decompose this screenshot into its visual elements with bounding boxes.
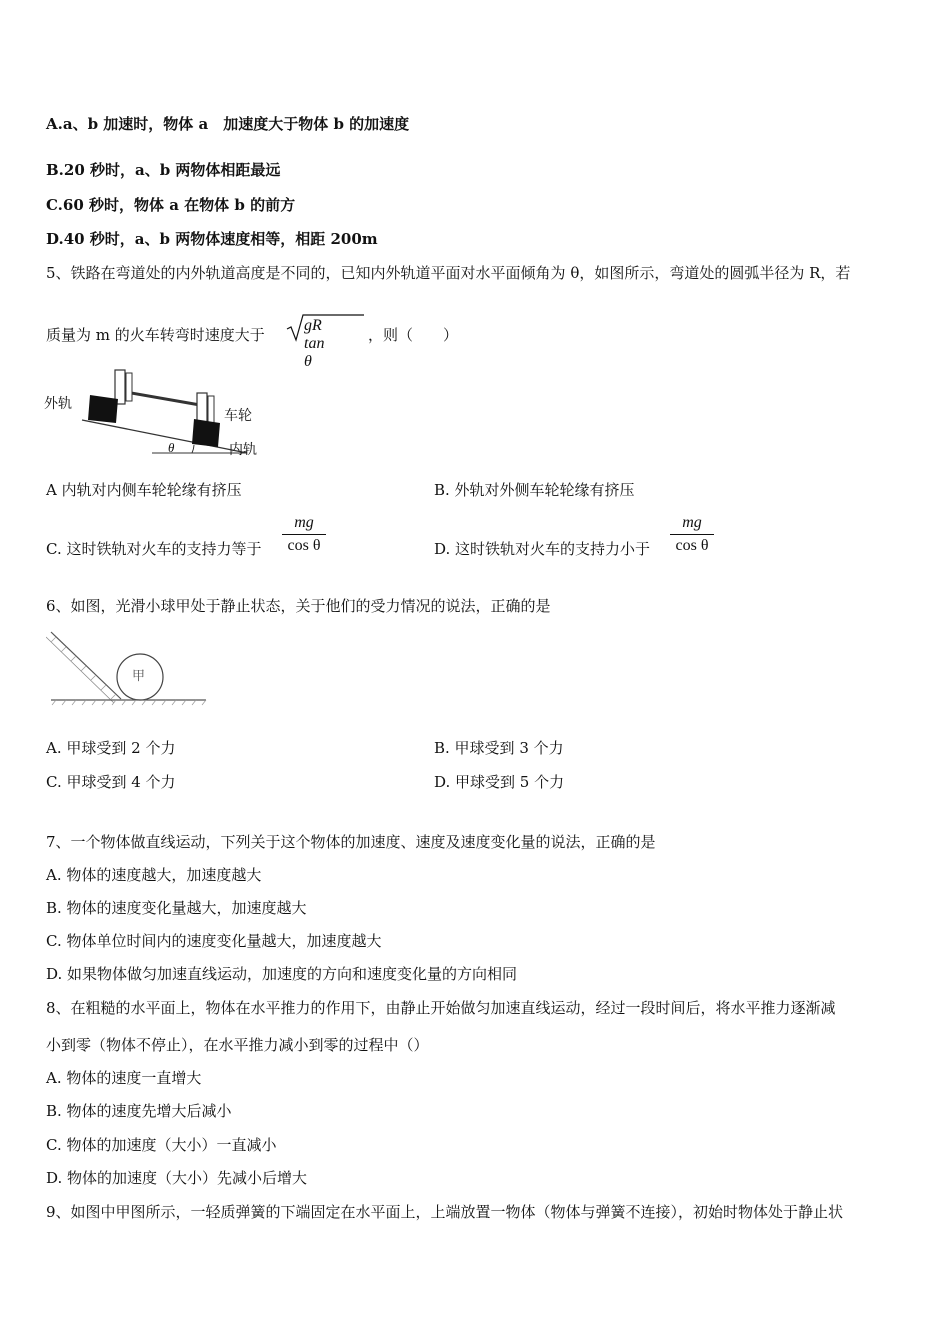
q7-option-b: B. 物体的速度变化量越大，加速度越大: [46, 899, 307, 917]
q7-stem: 7、一个物体做直线运动，下列关于这个物体的加速度、速度及速度变化量的说法，正确的是: [46, 833, 656, 851]
q6-stem: 6、如图，光滑小球甲处于静止状态，关于他们的受力情况的说法，正确的是: [46, 597, 551, 615]
fraction-bar: [670, 534, 714, 535]
q5-option-b: B. 外轨对外侧车轮轮缘有挤压: [434, 481, 635, 499]
q5-option-c-fraction: [282, 514, 326, 555]
fraction-numerator: mg: [294, 514, 314, 531]
q7-option-c: C. 物体单位时间内的速度变化量越大，加速度越大: [46, 932, 382, 950]
q9-stem-line1: 9、如图中甲图所示，一轻质弹簧的下端固定在水平面上，上端放置一物体（物体与弹簧不连接），初始时物体处于静止状: [46, 1203, 844, 1221]
q4-option-d: D.40 秒时，a、b 两物体速度相等，相距 200m: [46, 230, 378, 248]
q5-sqrt-content: gR tan θ: [304, 317, 325, 370]
q6-option-c: C. 甲球受到 4 个力: [46, 773, 176, 791]
q5-stem-line1: 5、铁路在弯道处的内外轨道高度是不同的，已知内外轨道平面对水平面倾角为 θ，如图所示，弯道处的圆弧半径为 R，若: [46, 264, 851, 282]
fraction-bar: [282, 534, 326, 535]
q5-stem-line2-before: 质量为 m 的火车转弯时速度大于: [46, 326, 265, 344]
q5-stem-line2-after: ，则（ ）: [368, 326, 459, 344]
q5-label-inner-rail: 内轨: [229, 442, 257, 458]
q4-option-c: C.60 秒时，物体 a 在物体 b 的前方: [46, 196, 296, 214]
q8-option-a: A. 物体的速度一直增大: [46, 1069, 202, 1087]
sqrt-sign-icon: [286, 313, 366, 343]
fraction-numerator: mg: [682, 514, 702, 531]
q5-option-d-fraction: [670, 514, 714, 555]
q8-option-b: B. 物体的速度先增大后减小: [46, 1102, 232, 1120]
q5-label-outer-rail: 外轨: [44, 396, 72, 412]
q5-option-c: C. 这时铁轨对火车的支持力等于: [46, 540, 262, 558]
q4-option-a: A.a、b 加速时，物体 a 加速度大于物体 b 的加速度: [46, 115, 410, 133]
fraction-denominator: cos θ: [287, 537, 321, 554]
q5-rail-figure: [42, 365, 272, 465]
q8-option-d: D. 物体的加速度（大小）先减小后增大: [46, 1169, 308, 1187]
q6-ball-figure: [46, 627, 211, 707]
q7-option-a: A. 物体的速度越大，加速度越大: [46, 866, 262, 884]
q8-stem-line1: 8、在粗糙的水平面上，物体在水平推力的作用下，由静止开始做匀加速直线运动，经过一段时间后，将水平推力逐渐减: [46, 999, 836, 1017]
q6-option-d: D. 甲球受到 5 个力: [434, 773, 565, 791]
q5-option-a: A 内轨对内侧车轮轮缘有挤压: [46, 481, 242, 499]
fraction-denominator: cos θ: [675, 537, 709, 554]
q6-option-b: B. 甲球受到 3 个力: [434, 739, 564, 757]
q5-label-angle: θ: [168, 440, 175, 455]
q8-option-c: C. 物体的加速度（大小）一直减小: [46, 1136, 277, 1154]
q5-option-d: D. 这时铁轨对火车的支持力小于: [434, 540, 651, 558]
q7-option-d: D. 如果物体做匀加速直线运动，加速度的方向和速度变化量的方向相同: [46, 965, 518, 983]
q6-ball-label: 甲: [132, 669, 146, 684]
q4-option-b: B.20 秒时，a、b 两物体相距最远: [46, 161, 281, 179]
q6-option-a: A. 甲球受到 2 个力: [46, 739, 176, 757]
q8-stem-line2: 小到零（物体不停止），在水平推力减小到零的过程中（）: [46, 1036, 429, 1054]
q5-label-wheel: 车轮: [224, 408, 252, 424]
